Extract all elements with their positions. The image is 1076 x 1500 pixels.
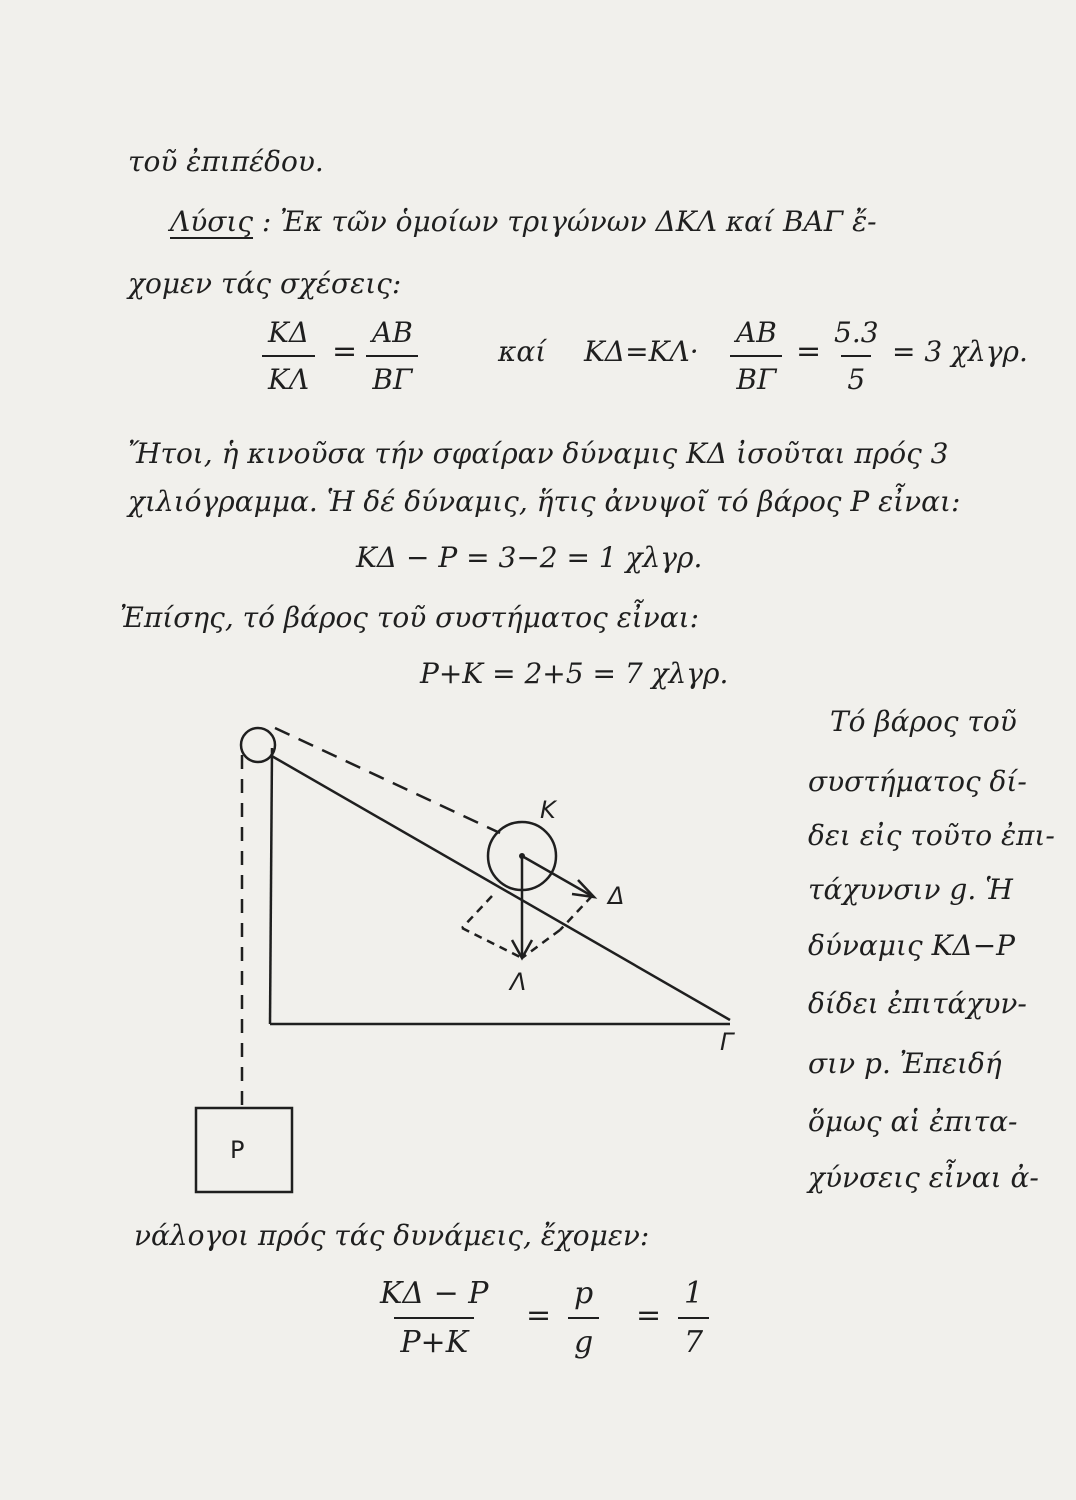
eq1-conjunction: καί bbox=[498, 335, 547, 368]
equation-3: P+K = 2+5 = 7 χλγρ. bbox=[420, 657, 729, 690]
side-text-2: συστήματος δί- bbox=[808, 765, 1027, 798]
eq1-lhs-num: ΚΔ bbox=[268, 316, 310, 349]
triangle-vertical-side bbox=[270, 748, 272, 1024]
label-p: P bbox=[230, 1136, 245, 1164]
force-arrow-delta-head bbox=[572, 880, 594, 897]
label-delta: Δ bbox=[608, 882, 625, 910]
side-text-8: ὅμως αἱ ἐπιτα- bbox=[808, 1105, 1018, 1138]
text-line-1: τοῦ ἐπιπέδου. bbox=[128, 145, 324, 178]
text-line-2-rest: : Ἐκ τῶν ὁμοίων τριγώνων ΔΚΛ καί ΒΑΓ ἔ- bbox=[261, 205, 877, 238]
final-frac-1 bbox=[374, 1276, 494, 1360]
final-f1-num: ΚΔ − P bbox=[380, 1276, 489, 1311]
final-frac-2 bbox=[568, 1276, 599, 1360]
eq1-frac2-num: ΑΒ bbox=[736, 316, 777, 349]
side-text-9: χύνσεις εἶναι ἀ- bbox=[808, 1161, 1039, 1194]
final-f3-num: 1 bbox=[684, 1276, 704, 1311]
label-gamma: Γ bbox=[720, 1028, 734, 1056]
side-text-7: σιν p. Ἐπειδή bbox=[808, 1047, 1002, 1080]
para3: Ἐπίσης, τό βάρος τοῦ συστήματος εἶναι: bbox=[120, 601, 700, 634]
eq1-result: = 3 χλγρ. bbox=[892, 335, 1028, 368]
solution-heading: Λύσις bbox=[170, 205, 254, 238]
side-text-5: δύναμις ΚΔ−P bbox=[808, 929, 1016, 962]
final-f2-num: p bbox=[574, 1276, 594, 1311]
pulley-circle bbox=[241, 728, 275, 762]
rope-incline bbox=[275, 728, 500, 833]
final-f3-den: 7 bbox=[678, 1317, 709, 1360]
para2-line-1: Ἤτοι, ἡ κινοῦσα τήν σφαίραν δύναμις ΚΔ ἰσοῦται πρός 3 bbox=[128, 437, 949, 470]
triangle-hypotenuse bbox=[270, 755, 730, 1020]
label-lambda: Λ bbox=[510, 968, 527, 996]
side-text-4: τάχυνσιν g. Ἡ bbox=[808, 873, 1013, 906]
side-text-1: Τό βάρος τοῦ bbox=[830, 705, 1017, 738]
label-k: Κ bbox=[540, 796, 556, 824]
final-equals-1: = bbox=[526, 1298, 552, 1333]
eq1-frac3-num: 5.3 bbox=[834, 316, 879, 349]
para4: νάλογοι πρός τάς δυνάμεις, ἔχομεν: bbox=[134, 1219, 650, 1252]
eq1-rhs-num: ΑΒ bbox=[372, 316, 413, 349]
equation-2: ΚΔ − P = 3−2 = 1 χλγρ. bbox=[356, 541, 703, 574]
side-text-6: δίδει ἐπιτάχυν- bbox=[808, 987, 1027, 1020]
final-f1-den: P+K bbox=[394, 1317, 474, 1360]
side-text-3: δει εἰς τοῦτο ἐπι- bbox=[808, 819, 1055, 852]
eq1-expr-prefix: ΚΔ=ΚΛ· bbox=[584, 335, 699, 368]
eq1-frac2-den: ΒΓ bbox=[730, 355, 782, 396]
eq1-equals: = bbox=[332, 334, 358, 369]
eq1-equals-2: = bbox=[796, 334, 822, 369]
eq1-frac3-den: 5 bbox=[841, 355, 871, 396]
para2-line-2: χιλιόγραμμα. Ἡ δέ δύναμις, ἥτις ἀνυψοῖ τό βάρος P εἶναι: bbox=[128, 485, 961, 518]
final-frac-3 bbox=[678, 1276, 709, 1360]
force-arrow-delta bbox=[522, 856, 592, 896]
eq1-lhs-den: ΚΛ bbox=[262, 355, 315, 396]
final-f2-den: g bbox=[568, 1317, 599, 1360]
text-line-3: χομεν τάς σχέσεις: bbox=[128, 267, 402, 300]
final-equals-2: = bbox=[636, 1298, 662, 1333]
eq1-rhs-den: ΒΓ bbox=[366, 355, 418, 396]
